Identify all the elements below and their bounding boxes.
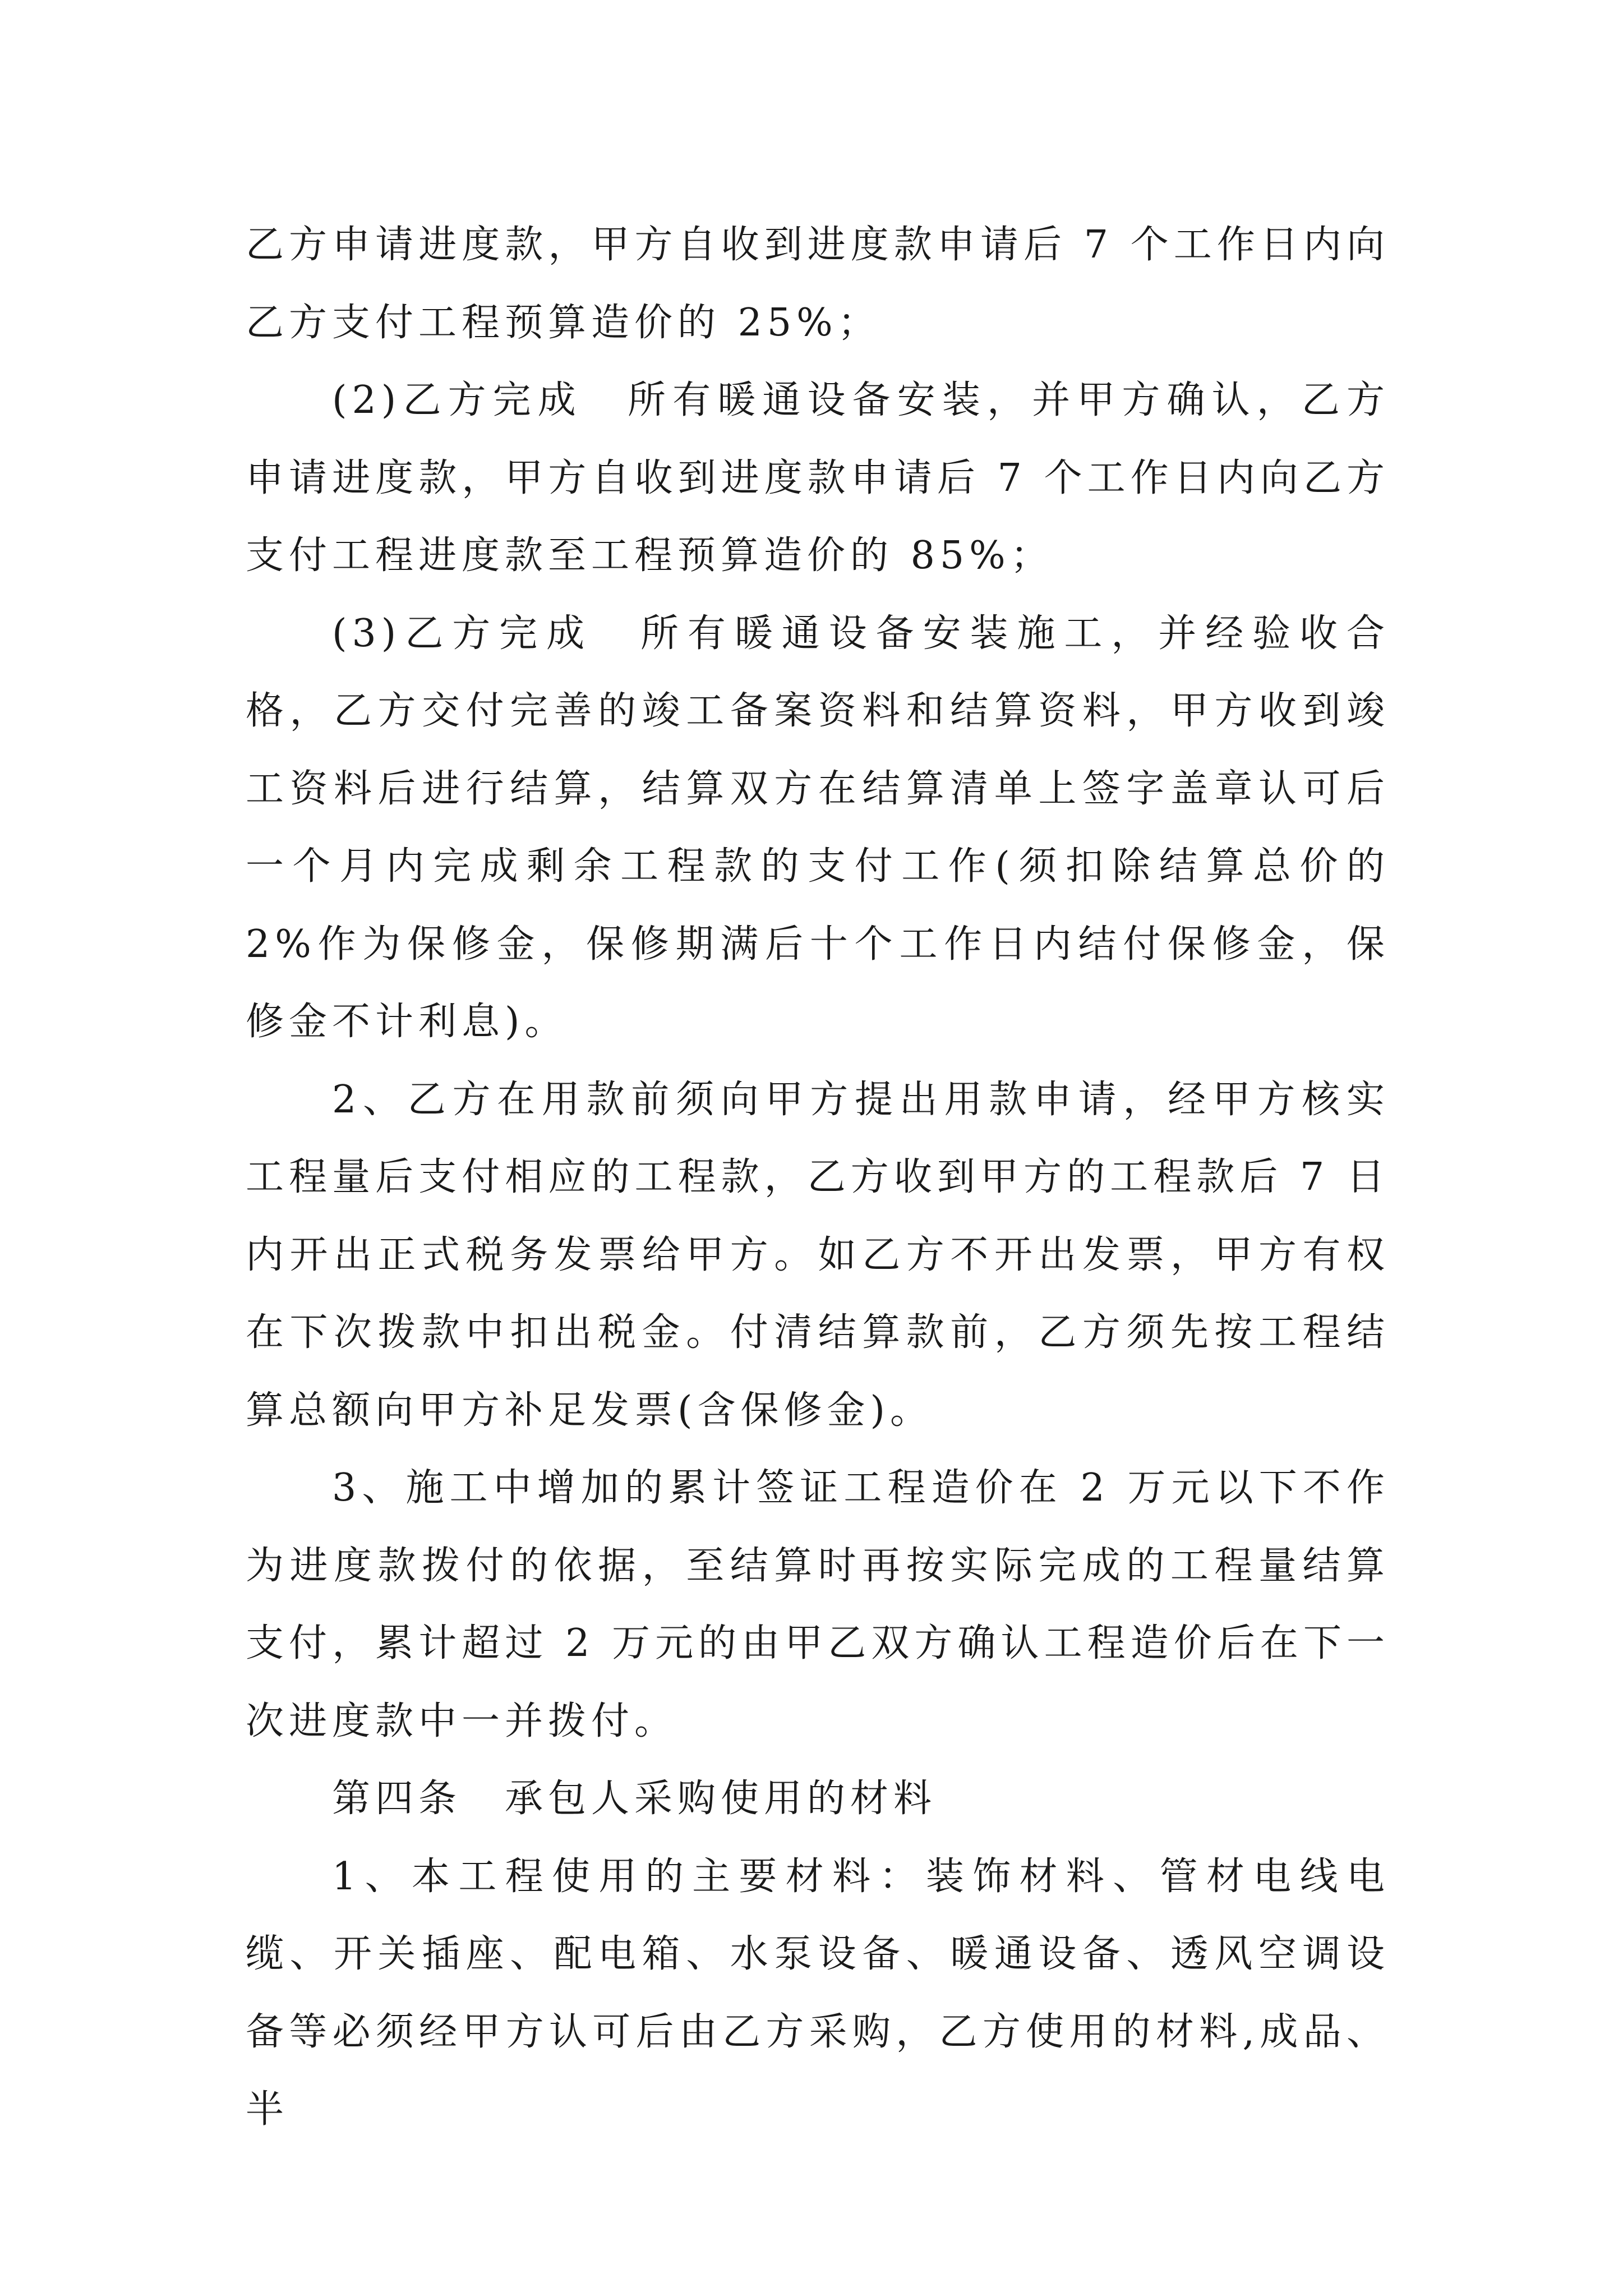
section-heading-article-4: 第四条 承包人采购使用的材料 xyxy=(332,1777,937,1821)
paragraph-payment-application: 2、乙方在用款前须向甲方提出用款申请，经甲方核实工程量后支付相应的工程款，乙方收到甲方的工程款后 7 日内开出正式税务发票给甲方。如乙方不开出发票，甲方有权在下次拨款中扣出税金。付清结算款前，乙方须先按工程结算总额向甲方补足发票(含保修金)。 xyxy=(246,1077,1390,1433)
paragraph-progress-payment-25: 乙方申请进度款，甲方自收到进度款申请后 7 个工作日内向乙方支付工程预算造价的 25%； xyxy=(246,223,1390,345)
document-body xyxy=(246,206,1390,2149)
paragraph-change-orders: 3、施工中增加的累计签证工程造价在 2 万元以下不作为进度款拨付的依据，至结算时再按实际完成的工程量结算支付，累计超过 2 万元的由甲乙双方确认工程造价后在下一次进度款中一并拨付。 xyxy=(246,1466,1390,1743)
paragraph-final-settlement: (3)乙方完成 所有暖通设备安装施工，并经验收合格，乙方交付完善的竣工备案资料和结算资料，甲方收到竣工资料后进行结算，结算双方在结算清单上签字盖章认可后一个月内完成剩余工程款的支付工作(须扣除结算总价的 2%作为保修金，保修期满后十个工作日内结付保修金，保修金不计利息)。 xyxy=(246,611,1390,1044)
paragraph-main-materials: 1、本工程使用的主要材料：装饰材料、管材电线电缆、开关插座、配电箱、水泵设备、暖通设备、透风空调设备等必须经甲方认可后由乙方采购，乙方使用的材料,成品、半 xyxy=(246,1854,1390,2132)
paragraph-progress-payment-85: (2)乙方完成 所有暖通设备安装，并甲方确认，乙方申请进度款，甲方自收到进度款申请后 7 个工作日内向乙方支付工程进度款至工程预算造价的 85%； xyxy=(246,378,1390,578)
